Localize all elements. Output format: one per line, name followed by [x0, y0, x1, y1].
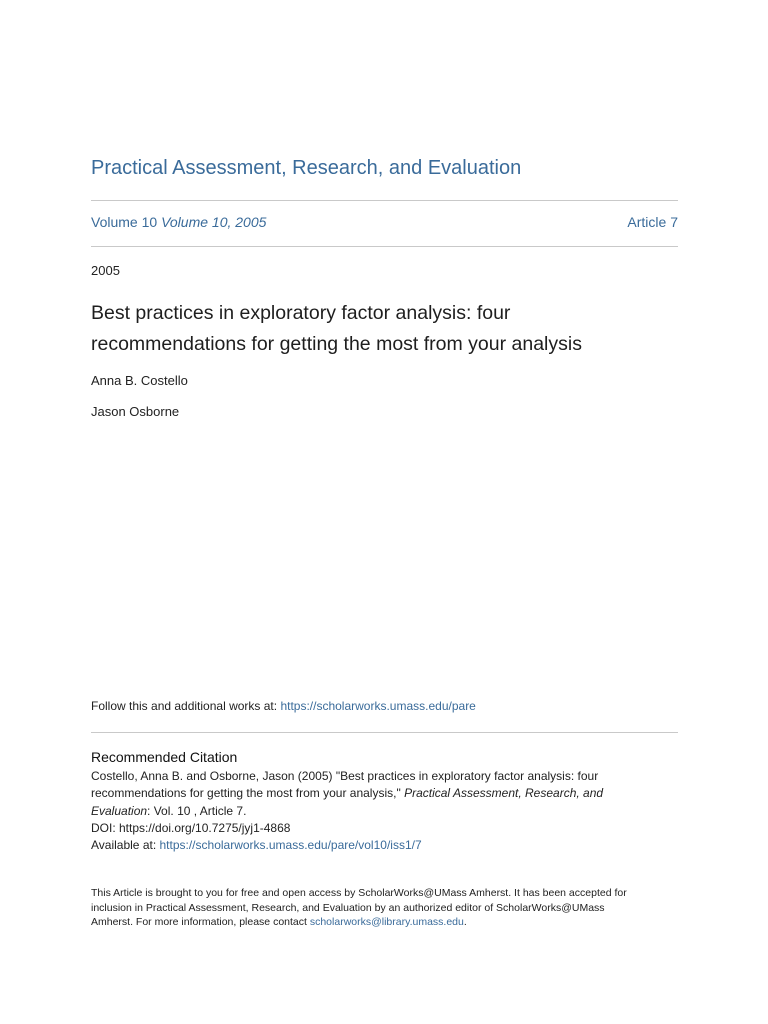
citation-block: [91, 768, 651, 854]
divider: [91, 200, 678, 201]
citation-text: : Vol. 10 , Article 7.: [147, 803, 247, 818]
divider: [91, 246, 678, 247]
journal-name-italic: Practical Assessment, Research, and: [404, 786, 604, 801]
notice-text: Amherst. For more information, please contact: [91, 916, 307, 929]
contact-email-link[interactable]: scholarworks@library.umass.edu: [309, 916, 464, 929]
publication-year: 2005: [91, 263, 120, 278]
journal-name-italic: Evaluation: [91, 803, 148, 818]
citation-line: Costello, Anna B. and Osborne, Jason (2005) "Best practices in exploratory factor analysis: four: [91, 769, 599, 783]
recommended-citation-heading: Recommended Citation: [91, 749, 238, 765]
citation-line: [91, 785, 651, 802]
article-number-link[interactable]: Article 7: [627, 214, 678, 230]
citation-line: [91, 803, 651, 820]
divider: [91, 732, 678, 733]
author-name: Jason Osborne: [91, 404, 180, 419]
article-title-line: Best practices in exploratory factor analysis: four: [91, 302, 511, 324]
issue-row: [91, 214, 678, 230]
access-notice: [91, 886, 681, 930]
journal-title-link[interactable]: Practical Assessment, Research, and Evaluation: [91, 157, 522, 179]
follow-text: Follow this and additional works at:: [91, 699, 278, 713]
volume-issue-label: Volume 10, 2005: [161, 214, 267, 230]
notice-line: This Article is brought to you for free and open access by ScholarWorks@UMass Amherst. It has been accepted for: [91, 887, 627, 899]
doi-line: DOI: https://doi.org/10.7275/jyj1-4868: [91, 820, 291, 835]
citation-text: recommendations for getting the most from your analysis,": [91, 786, 401, 801]
notice-line: inclusion in Practical Assessment, Research, and Evaluation by an authorized editor of ScholarWorks@UMass: [91, 901, 605, 914]
available-line: [91, 837, 651, 854]
volume-label: Volume 10: [91, 214, 158, 230]
follow-line: [91, 699, 476, 713]
article-title: [91, 298, 691, 360]
volume-link[interactable]: [91, 214, 266, 230]
notice-line: [91, 915, 681, 930]
available-label: Available at:: [91, 838, 157, 853]
notice-period: .: [463, 916, 467, 929]
article-title-line: recommendations for getting the most from your analysis: [91, 333, 582, 355]
repository-link[interactable]: https://scholarworks.umass.edu/pare: [280, 699, 476, 713]
author-name: Anna B. Costello: [91, 373, 188, 388]
article-link[interactable]: https://scholarworks.umass.edu/pare/vol10/iss1/7: [159, 838, 422, 853]
